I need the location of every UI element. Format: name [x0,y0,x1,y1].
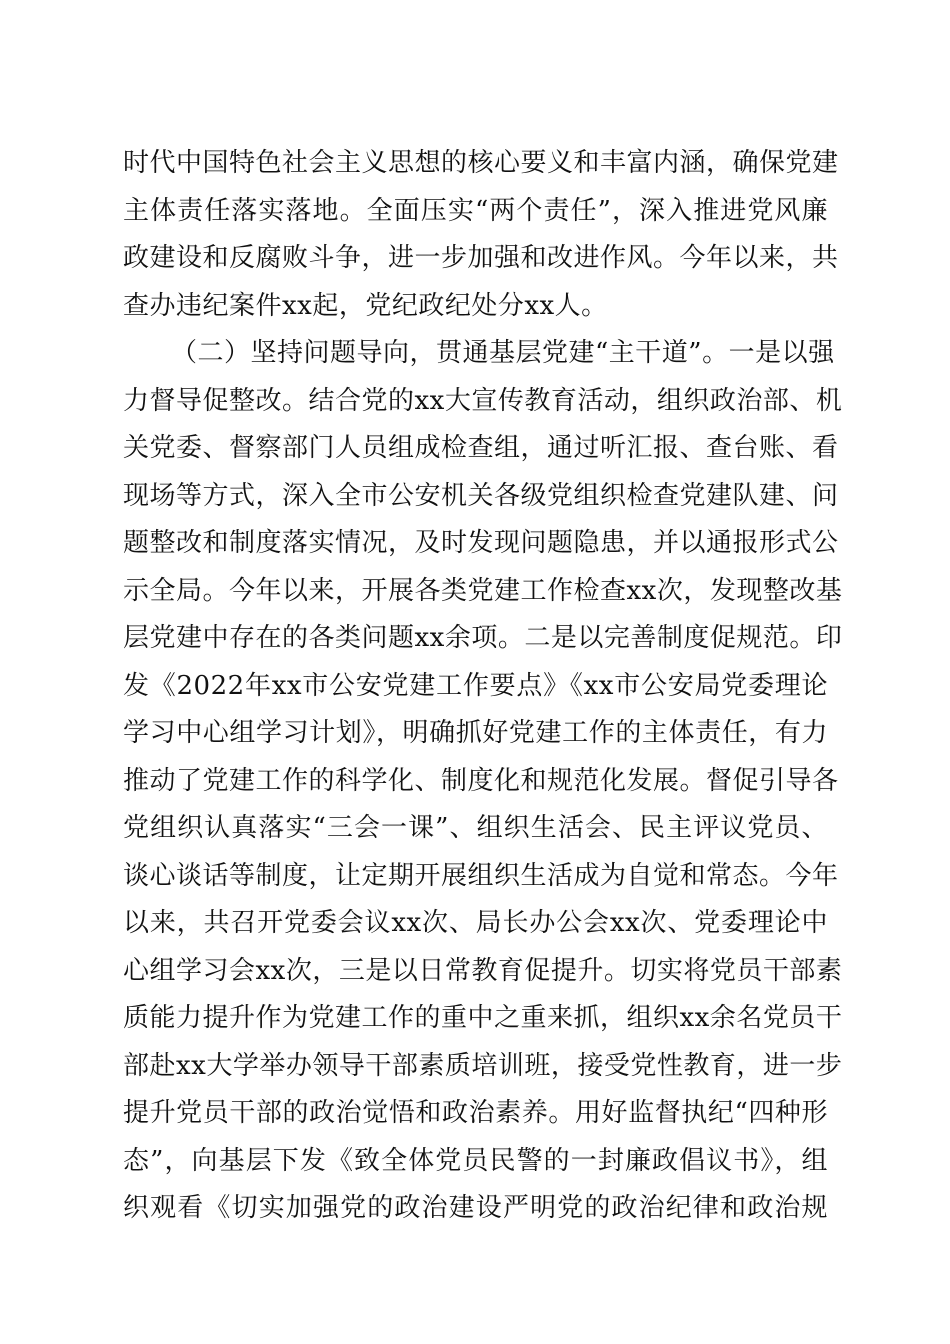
text-line: 推动了党建工作的科学化、制度化和规范化发展。督促引导各 [123,765,839,796]
text-line: 时代中国特色社会主义思想的核心要义和丰富内涵，确保党建 [123,148,839,178]
text-line: 以来，共召开党委会议xx次、局长办公会xx次、党委理论中 [123,908,828,938]
text-line: 谈心谈话等制度，让定期开展组织生活成为自觉和常态。今年 [123,860,839,891]
text-line: 政建设和反腐败斗争，进一步加强和改进作风。今年以来，共 [123,243,839,273]
text-line: 力督导促整改。结合党的xx大宣传教育活动，组织政治部、机 [123,385,843,416]
text-line: 织观看《切实加强党的政治建设严明党的政治纪律和政治规 [123,1193,828,1223]
text-line: 题整改和制度落实情况，及时发现问题隐患，并以通报形式公 [123,528,839,558]
text-line: 学习中心组学习计划》，明确抓好党建工作的主体责任，有力 [123,718,828,748]
text-line: 示全局。今年以来，开展各类党建工作检查xx次，发现整改基 [123,575,843,606]
body-text [123,140,843,1233]
text-line: 发《2022年xx市公安党建工作要点》《xx市公安局党委理论 [123,670,828,701]
text-line: 层党建中存在的各类问题xx余项。二是以完善制度促规范。印 [123,623,843,653]
text-line: 主体责任落实落地。全面压实“两个责任”，深入推进党风廉 [123,195,828,226]
section-heading-line: （二）坚持问题导向，贯通基层党建“主干道”。一是以强 [171,338,835,368]
text-line: 心组学习会xx次，三是以日常教育促提升。切实将党员干部素 [123,955,843,986]
text-line: 态”，向基层下发《致全体党员民警的一封廉政倡议书》，组 [123,1145,828,1176]
text-line: 关党委、督察部门人员组成检查组，通过听汇报、查台账、看 [123,433,839,463]
text-line: 提升党员干部的政治觉悟和政治素养。用好监督执纪“四种形 [123,1098,828,1128]
text-line: 现场等方式，深入全市公安机关各级党组织检查党建队建、问 [123,480,839,511]
text-line: 部赴xx大学举办领导干部素质培训班，接受党性教育，进一步 [123,1050,843,1081]
text-line: 质能力提升作为党建工作的重中之重来抓，组织xx余名党员干 [123,1003,843,1033]
text-line: 查办违纪案件xx起，党纪政纪处分xx人。 [123,290,608,321]
text-line: 党组织认真落实“三会一课”、组织生活会、民主评议党员、 [123,813,828,843]
